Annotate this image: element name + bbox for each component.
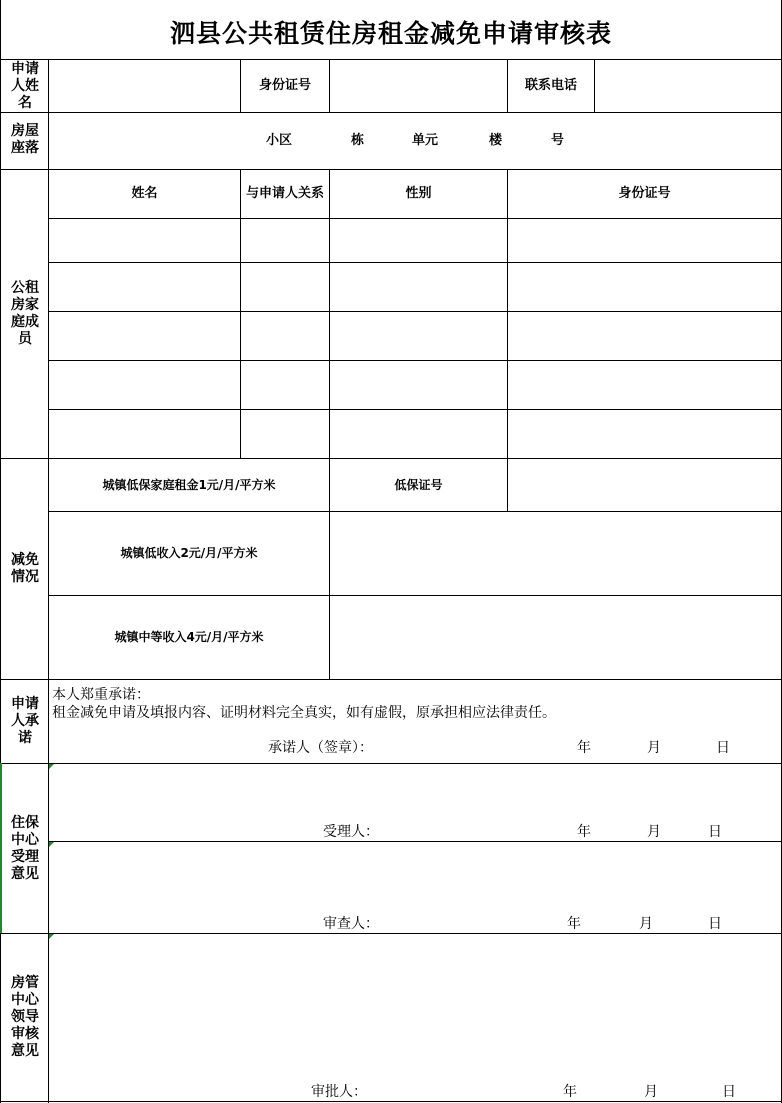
receiver-day: 日: [708, 824, 722, 840]
reduction-label: 减免 情况: [11, 552, 39, 585]
pledge-line-1: 本人郑重承诺：: [52, 687, 150, 703]
reduction-option-low-income: 城镇低收入2元/月/平方米: [120, 546, 258, 560]
col-divider: [240, 169, 241, 458]
row-divider: [48, 360, 782, 361]
comment-marker: [49, 842, 54, 847]
reviewer-year: 年: [567, 916, 581, 932]
col-divider: [507, 458, 508, 511]
reviewer-day: 日: [708, 916, 722, 932]
center-opinion-label: 住保 中心 受理 意见: [11, 815, 39, 882]
house-unit: 单元: [412, 133, 439, 148]
row-divider: [48, 841, 782, 842]
approver-month: 月: [644, 1084, 658, 1100]
house-number: 号: [551, 133, 565, 148]
receiver-label: 受理人：: [323, 824, 379, 840]
row-divider: [48, 262, 782, 263]
row-divider: [48, 409, 782, 410]
comment-marker: [49, 934, 54, 939]
col-divider: [594, 59, 595, 112]
family-members-label: 公租 房家 庭成 员: [11, 280, 39, 347]
pledge-year: 年: [577, 740, 591, 756]
family-header-id: 身份证号: [618, 186, 671, 201]
pledge-line-2: 租金减免申请及填报内容、证明材料完全真实，如有虚假，原承担相应法律责任。: [52, 705, 556, 721]
table-border-left: [0, 0, 1, 1103]
approver-day: 日: [722, 1084, 736, 1100]
row-divider: [0, 458, 782, 459]
phone-label: 联系电话: [524, 78, 577, 93]
col-divider: [329, 59, 330, 112]
reviewer-month: 月: [639, 916, 653, 932]
row-divider: [0, 112, 782, 113]
page-title: 泗县公共租赁住房租金减免申请审核表: [169, 19, 612, 48]
low-income-cert-label: 低保证号: [394, 478, 443, 492]
col-divider: [507, 169, 508, 458]
family-header-gender: 性别: [405, 186, 432, 201]
id-number-label: 身份证号: [258, 78, 311, 93]
family-header-relation: 与申请人关系: [245, 186, 324, 201]
row-divider: [48, 218, 782, 219]
receiver-year: 年: [577, 824, 591, 840]
reduction-option-middle-income: 城镇中等收入4元/月/平方米: [114, 630, 264, 644]
col-divider: [329, 169, 330, 458]
row-divider: [48, 511, 782, 512]
house-location-label: 房屋 座落: [11, 123, 39, 156]
table-border-top: [0, 59, 782, 60]
row-divider: [0, 679, 782, 680]
row-divider: [0, 933, 782, 934]
house-building: 栋: [351, 133, 365, 148]
col-divider: [48, 59, 49, 1103]
selection-marker: [0, 763, 2, 933]
approver-year: 年: [563, 1084, 577, 1100]
pledge-label: 申请 人承 诺: [11, 696, 39, 746]
receiver-month: 月: [647, 824, 661, 840]
reviewer-label: 审查人：: [323, 916, 379, 932]
pledge-month: 月: [647, 740, 661, 756]
house-community: 小区: [266, 133, 293, 148]
house-floor: 楼: [489, 133, 503, 148]
row-divider: [48, 595, 782, 596]
pledge-day: 日: [716, 740, 730, 756]
applicant-name-label: 申请 人姓 名: [11, 61, 39, 111]
row-divider: [0, 763, 782, 764]
pledge-signer-label: 承诺人（签章）：: [268, 740, 373, 756]
comment-marker: [49, 764, 54, 769]
reduction-option-low-income-guarantee: 城镇低保家庭租金1元/月/平方米: [102, 478, 276, 492]
row-divider: [0, 169, 782, 170]
approver-label: 审批人：: [311, 1084, 367, 1100]
row-divider: [48, 311, 782, 312]
leader-opinion-label: 房管 中心 领导 审核 意见: [11, 975, 39, 1059]
table-border-bottom: [0, 1101, 782, 1102]
family-header-name: 姓名: [131, 186, 158, 201]
